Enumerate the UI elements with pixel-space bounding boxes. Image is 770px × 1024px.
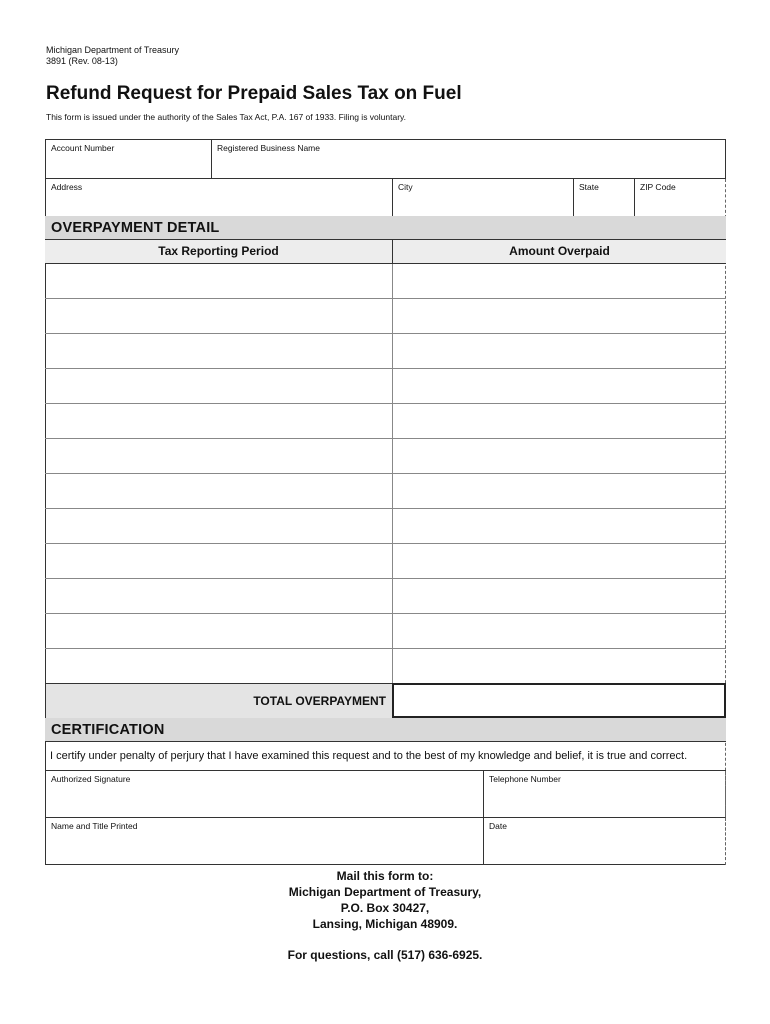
mail-to-city: Lansing, Michigan 48909. [312, 917, 458, 931]
total-overpayment-label: TOTAL OVERPAYMENT [45, 683, 392, 718]
name-title-printed-field[interactable] [45, 818, 484, 865]
table-row [45, 614, 726, 649]
overpayment-detail-header [45, 216, 726, 240]
tax-period-input[interactable] [45, 404, 393, 438]
form-agency-info [46, 45, 179, 67]
account-number-field[interactable] [46, 140, 212, 179]
business-name-label: Registered Business Name [217, 143, 320, 153]
column-header-amount-overpaid: Amount Overpaid [393, 240, 726, 264]
agency-name: Michigan Department of Treasury [46, 45, 180, 55]
table-row [45, 264, 726, 299]
table-row [45, 404, 726, 439]
city-field[interactable] [393, 179, 574, 218]
questions-phone: For questions, call (517) 636-6925. [287, 948, 483, 962]
telephone-number-field[interactable] [484, 771, 726, 818]
table-row [45, 544, 726, 579]
business-name-field[interactable] [212, 140, 726, 179]
taxpayer-info-box [45, 139, 726, 218]
mail-to-department: Michigan Department of Treasury, [288, 885, 482, 899]
mail-to-heading: Mail this form to: [336, 869, 434, 883]
amount-overpaid-input[interactable] [393, 264, 726, 298]
table-row [45, 509, 726, 544]
address-field[interactable] [46, 179, 393, 218]
form-number: 3891 (Rev. 08-13) [46, 56, 118, 66]
mail-to-po-box: P.O. Box 30427, [340, 901, 430, 915]
authorized-signature-field[interactable] [45, 771, 484, 818]
tax-period-input[interactable] [45, 509, 393, 543]
amount-overpaid-input[interactable] [393, 299, 726, 333]
table-row [45, 649, 726, 684]
tax-period-input[interactable] [45, 439, 393, 473]
table-row [45, 369, 726, 404]
zip-code-field[interactable] [635, 179, 726, 218]
amount-overpaid-input[interactable] [393, 439, 726, 473]
table-row [45, 334, 726, 369]
amount-overpaid-input[interactable] [393, 509, 726, 543]
amount-overpaid-input[interactable] [393, 404, 726, 438]
form-title: Refund Request for Prepaid Sales Tax on Fuel [46, 83, 462, 104]
address-label: Address [51, 182, 83, 192]
table-row [45, 579, 726, 614]
table-row [45, 439, 726, 474]
tax-period-input[interactable] [45, 299, 393, 333]
total-overpayment-input[interactable] [392, 683, 726, 718]
amount-overpaid-input[interactable] [393, 649, 726, 683]
amount-overpaid-input[interactable] [393, 334, 726, 368]
table-row [45, 474, 726, 509]
certification-header [45, 718, 726, 742]
amount-overpaid-input[interactable] [393, 544, 726, 578]
amount-overpaid-input[interactable] [393, 579, 726, 613]
tax-period-input[interactable] [45, 334, 393, 368]
amount-overpaid-input[interactable] [393, 614, 726, 648]
tax-period-input[interactable] [45, 474, 393, 508]
name-title-printed-label: Name and Title Printed [51, 821, 138, 831]
amount-overpaid-input[interactable] [393, 474, 726, 508]
tax-period-input[interactable] [45, 579, 393, 613]
tax-period-input[interactable] [45, 614, 393, 648]
tax-period-input[interactable] [45, 649, 393, 683]
certification-fields [45, 770, 726, 865]
authorized-signature-label: Authorized Signature [51, 774, 131, 784]
state-field[interactable] [574, 179, 635, 218]
zip-code-label: ZIP Code [640, 182, 676, 192]
tax-period-input[interactable] [45, 544, 393, 578]
certification-title: CERTIFICATION [51, 722, 165, 738]
tax-period-input[interactable] [45, 264, 393, 298]
column-header-tax-reporting-period: Tax Reporting Period [45, 240, 393, 264]
certification-statement: I certify under penalty of perjury that I have examined this request and to the best of my knowledge and belief, it is true and correct. [50, 750, 688, 762]
tax-period-input[interactable] [45, 369, 393, 403]
state-label: State [579, 182, 599, 192]
table-row [45, 299, 726, 334]
account-number-label: Account Number [51, 143, 115, 153]
telephone-number-label: Telephone Number [489, 774, 561, 784]
city-label: City [398, 182, 413, 192]
amount-overpaid-input[interactable] [393, 369, 726, 403]
date-label: Date [489, 821, 507, 831]
authority-note: This form is issued under the authority of the Sales Tax Act, P.A. 167 of 1933. Filing is voluntary. [46, 112, 407, 122]
overpayment-detail-title: OVERPAYMENT DETAIL [51, 220, 220, 236]
date-field[interactable] [484, 818, 726, 865]
